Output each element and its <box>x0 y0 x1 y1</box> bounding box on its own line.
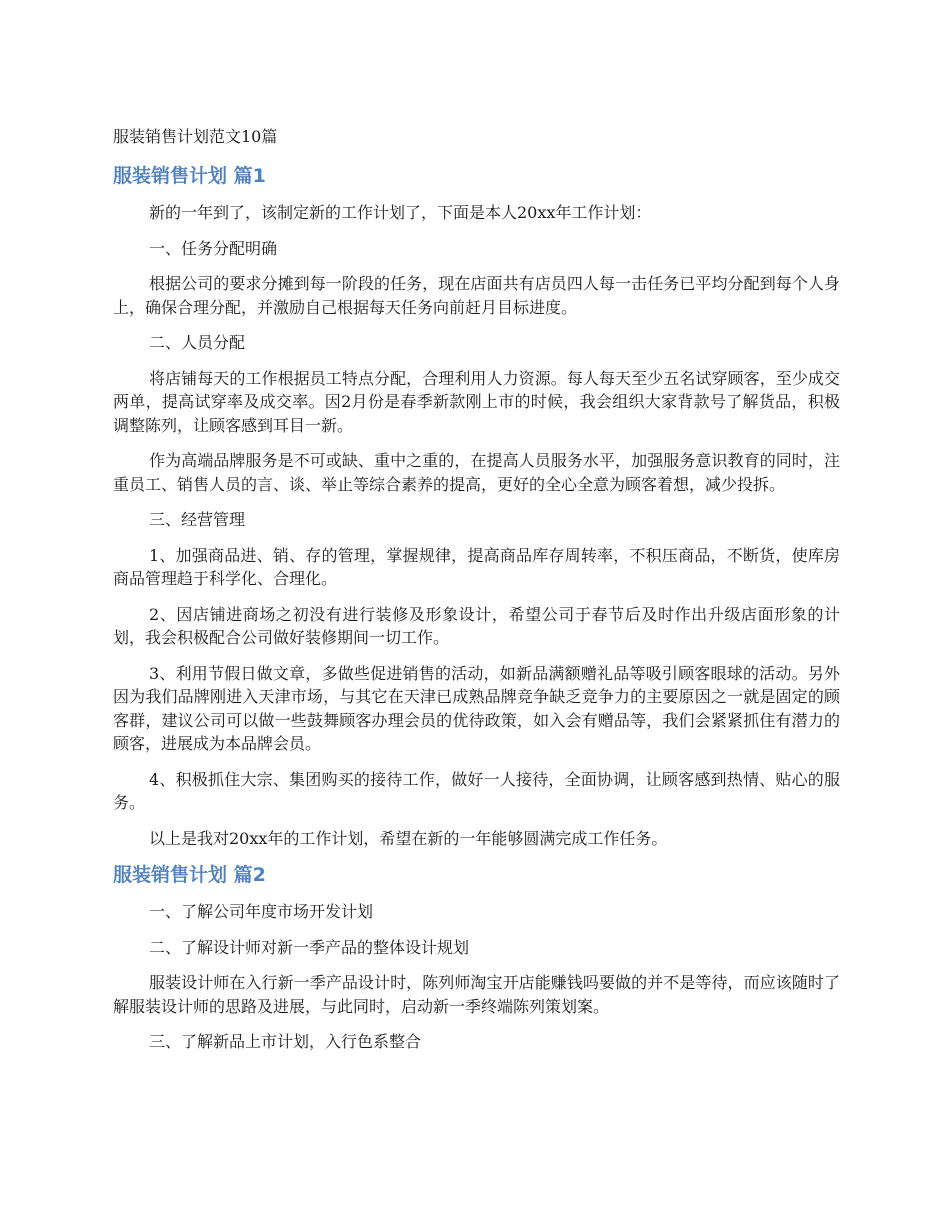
section-heading: 服装销售计划 篇1 <box>113 165 266 187</box>
paragraph: 一、任务分配明确 <box>149 238 278 258</box>
paragraph: 4、积极抓住大宗、集团购买的接待工作，做好一人接待，全面协调，让顾客感到热情、贴心的服务。 <box>113 769 840 812</box>
document-page <box>113 125 840 1066</box>
section-1 <box>113 163 840 850</box>
paragraph: 一、了解公司年度市场开发计划 <box>149 902 374 921</box>
paragraph: 新的一年到了，该制定新的工作计划了，下面是本人20xx年工作计划： <box>149 203 652 222</box>
paragraph: 2、因店铺进商场之初没有进行装修及形象设计，希望公司于春节后及时作出升级店面形象的计划，我会积极配合公司做好装修期间一切工作。 <box>113 604 840 647</box>
paragraph: 作为高端品牌服务是不可或缺、重中之重的，在提高人员服务水平，加强服务意识教育的同时，注重员工、销售人员的言、谈、举止等综合素养的提高，更好的全心全意为顾客着想，减少投拆。 <box>113 451 840 494</box>
section-2 <box>113 862 840 1054</box>
paragraph: 三、了解新品上市计划，入行色系整合 <box>149 1032 422 1051</box>
paragraph: 二、了解设计师对新一季产品的整体设计规划 <box>149 937 470 957</box>
paragraph: 三、经营管理 <box>149 510 246 529</box>
paragraph: 以上是我对20xx年的工作计划，希望在新的一年能够圆满完成工作任务。 <box>149 828 668 848</box>
document-title: 服装销售计划范文10篇 <box>113 127 278 146</box>
paragraph: 1、加强商品进、销、存的管理，掌握规律，提高商品库存周转率，不积压商品，不断货，使库房商品管理趋于科学化、合理化。 <box>113 545 840 588</box>
paragraph: 3、利用节假日做文章，多做些促进销售的活动，如新品满额赠礼品等吸引顾客眼球的活动。另外因为我们品牌刚进入天津市场，与其它在天津已成熟品牌竞争缺乏竞争力的主要原因之一就是固定的顾客群，建议公司可以做一些鼓舞顾客办理会员的优待政策，如入会有赠品等，我们会紧紧抓住有潜力的顾客，进展成为本品牌会员。 <box>113 663 840 753</box>
paragraph: 将店铺每天的工作根据员工特点分配，合理利用人力资源。每人每天至少五名试穿顾客，至少成交两单，提高试穿率及成交率。因2月份是春季新款刚上市的时候，我会组织大家背款号了解货品，积极调整陈列，让顾客感到耳目一新。 <box>113 368 840 435</box>
paragraph: 根据公司的要求分摊到每一阶段的任务，现在店面共有店员四人每一击任务已平均分配到每个人身上，确保合理分配，并激励自己根据每天任务向前赶月目标进度。 <box>113 274 840 317</box>
paragraph: 服装设计师在入行新一季产品设计时，陈列师淘宝开店能赚钱吗要做的并不是等待，而应该随时了解服装设计师的思路及进展，与此同时，启动新一季终端陈列策划案。 <box>113 973 840 1016</box>
paragraph: 二、人员分配 <box>149 333 246 352</box>
section-heading: 服装销售计划 篇2 <box>113 864 266 886</box>
